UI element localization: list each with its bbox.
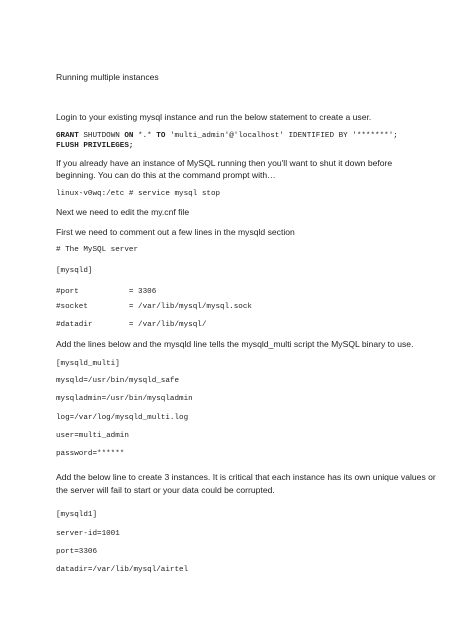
stop-command: linux-v0wq:/etc # service mysql stop — [56, 190, 221, 198]
config-line: #port = 3306 — [56, 288, 157, 296]
config-line: [mysqld_multi] — [56, 360, 120, 368]
sql-keyword: FLUSH — [56, 142, 79, 150]
config-line: # The MySQL server — [56, 246, 139, 254]
instances-text-line-2: the server will fail to start or your data could be corrupted. — [56, 485, 275, 495]
add-lines-text: Add the lines below and the mysqld line tells the mysqld_multi script the MySQL binary to use. — [56, 339, 414, 349]
doc-title: Running multiple instances — [56, 72, 159, 82]
intro-text: Login to your existing mysql instance and run the below statement to create a user. — [56, 112, 372, 122]
comment-out-text: First we need to comment out a few lines in the mysqld section — [56, 227, 295, 237]
config-line: mysqld=/usr/bin/mysqld_safe — [56, 377, 180, 385]
instances-text-line-1: Add the below line to create 3 instances. It is critical that each instance has its own unique values or — [56, 472, 436, 482]
config-line: password=****** — [56, 450, 125, 458]
config-line: log=/var/log/mysqld_multi.log — [56, 414, 189, 422]
config-line: port=3306 — [56, 548, 98, 556]
config-line: datadir=/var/lib/mysql/airtel — [56, 566, 189, 574]
edit-cnf-text: Next we need to edit the my.cnf file — [56, 207, 190, 217]
sql-line-2 — [56, 141, 133, 151]
shutdown-text-line-2: beginning. You can do this at the command prompt with… — [56, 170, 276, 180]
sql-keyword: TO — [156, 132, 166, 140]
sql-text: *.* — [133, 132, 157, 140]
sql-text: PRIVILEGES; — [78, 142, 134, 150]
shutdown-text-line-1: If you already have an instance of MySQL running then you'll want to shut it down before — [56, 158, 393, 168]
sql-line-1 — [56, 131, 398, 141]
config-line: [mysqld1] — [56, 511, 98, 519]
config-line: [mysqld] — [56, 267, 93, 275]
config-line: #socket = /var/lib/mysql/mysql.sock — [56, 303, 252, 311]
config-line: mysqladmin=/usr/bin/mysqladmin — [56, 395, 193, 403]
sql-keyword: GRANT — [56, 132, 79, 140]
sql-text: SHUTDOWN — [78, 132, 125, 140]
sql-text: 'multi_admin'@'localhost' IDENTIFIED BY '*******'; — [165, 132, 398, 140]
sql-keyword: ON — [124, 132, 134, 140]
config-line: user=multi_admin — [56, 432, 129, 440]
config-line: server-id=1001 — [56, 530, 120, 538]
config-line: #datadir = /var/lib/mysql/ — [56, 321, 207, 329]
